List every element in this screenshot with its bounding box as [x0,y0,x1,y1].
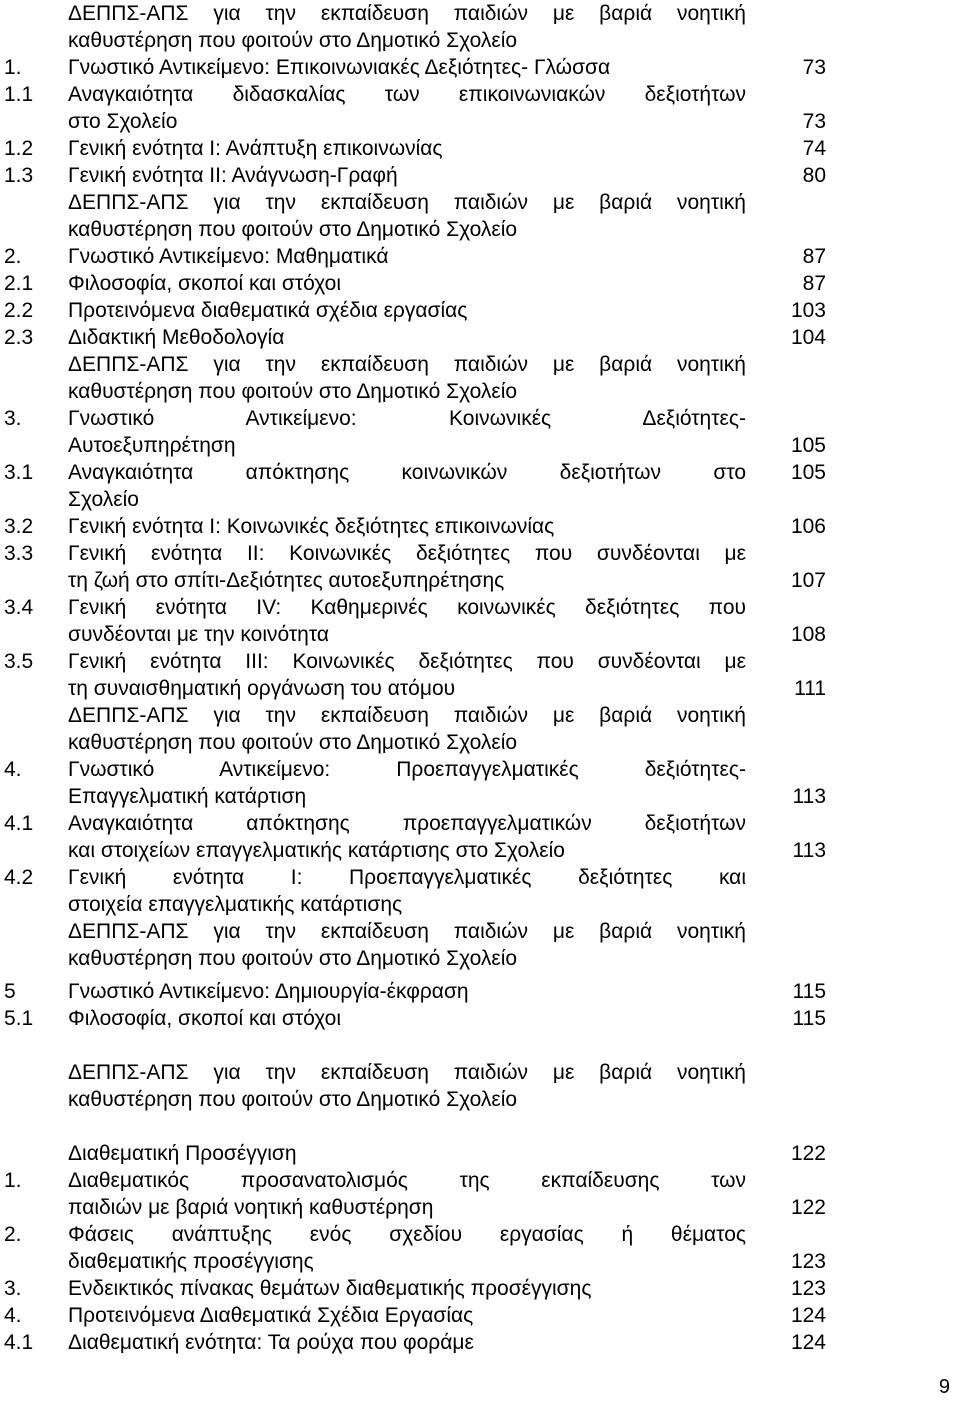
toc-line [0,486,960,513]
toc-entry-page: 73 [802,110,826,133]
toc-entry-title: Γενική ενότητα ΙΙ: Κοινωνικές δεξιότητες που συνδέονται με [68,542,746,565]
toc-entry-page: 87 [802,272,826,295]
toc-entry-number: 2. [4,245,22,268]
toc-line [0,189,960,216]
toc-line [0,1005,960,1032]
toc-entry-number: 4. [4,758,22,781]
toc-line [0,837,960,864]
toc-line [0,783,960,810]
toc-entry-title: ΔΕΠΠΣ-ΑΠΣ για την εκπαίδευση παιδιών με βαριά νοητική [68,704,746,727]
toc-entry-title: τη ζωή στο σπίτι-Δεξιότητες αυτοεξυπηρέτησης [68,569,505,592]
toc-line [0,378,960,405]
toc-entry-title: και στοιχείων επαγγελματικής κατάρτισης στο Σχολείο [68,839,565,862]
toc-entry-number: 3. [4,407,22,430]
toc-entry-title: Ενδεικτικός πίνακας θεμάτων διαθεματικής προσέγγισης [68,1277,592,1300]
toc-entry-number: 4.2 [4,866,34,889]
toc-line [0,810,960,837]
toc-entry-title: Φιλοσοφία, σκοποί και στόχοι [68,272,342,295]
toc-entry-title: στοιχεία επαγγελματικής κατάρτισης [68,893,403,916]
toc-entry-title: Διαθεματική Προσέγγιση [68,1142,297,1165]
toc-entry-page: 87 [802,245,826,268]
toc-entry-title: καθυστέρηση που φοιτούν στο Δημοτικό Σχολείο [68,947,518,970]
toc-entry-number: 5 [4,980,16,1003]
toc-entry-title: Γενική ενότητα Ι: Ανάπτυξη επικοινωνίας [68,137,443,160]
toc-line [0,1248,960,1275]
toc-entry-title: διαθεματικής προσέγγισης [68,1250,314,1273]
toc-entry-title: Αναγκαιότητα απόκτησης κοινωνικών δεξιοτήτων στο [68,461,746,484]
toc-line [0,513,960,540]
toc-entry-title: Φιλοσοφία, σκοποί και στόχοι [68,1007,342,1030]
toc-entry-number: 3.1 [4,461,34,484]
toc-line [0,756,960,783]
toc-entry-title: Γνωστικό Αντικείμενο: Κοινωνικές Δεξιότητες- [68,407,746,430]
toc-entry-number: 3.3 [4,542,34,565]
toc-entry-title: Γενική ενότητα IV: Καθημερινές κοινωνικές δεξιότητες που [68,596,746,619]
toc-entry-page: 73 [802,56,826,79]
toc-entry-number: 1. [4,56,22,79]
toc-line [0,0,960,27]
toc-line [0,27,960,54]
toc-line [0,1275,960,1302]
toc-entry-number: 2.2 [4,299,34,322]
toc-entry-page: 104 [790,326,826,349]
toc-line [0,978,960,1005]
toc-entry-title: ΔΕΠΠΣ-ΑΠΣ για την εκπαίδευση παιδιών με βαριά νοητική [68,2,746,25]
toc-entry-number: 4.1 [4,1331,34,1354]
toc-entry-page: 123 [790,1250,826,1273]
toc-entry-title: Αναγκαιότητα απόκτησης προεπαγγελματικών δεξιοτήτων [68,812,746,835]
toc-entry-title: ΔΕΠΠΣ-ΑΠΣ για την εκπαίδευση παιδιών με βαριά νοητική [68,191,746,214]
toc-entry-title: Γνωστικό Αντικείμενο: Μαθηματικά [68,245,389,268]
toc-line [0,405,960,432]
toc-entry-number: 4. [4,1304,22,1327]
toc-entry-page: 80 [802,164,826,187]
toc-entry-page: 106 [790,515,826,538]
toc-entry-page: 113 [792,839,826,862]
toc-entry-page: 122 [790,1196,826,1219]
toc-entry-page: 103 [790,299,826,322]
toc-line [0,1059,960,1086]
toc-line [0,648,960,675]
toc-entry-title: Γνωστικό Αντικείμενο: Δημιουργία-έκφραση [68,980,469,1003]
toc-line [0,1167,960,1194]
toc-line [0,1194,960,1221]
toc-entry-number: 3.5 [4,650,34,673]
toc-entry-title: Γενική ενότητα ΙΙ: Ανάγνωση-Γραφή [68,164,398,187]
toc-entry-title: καθυστέρηση που φοιτούν στο Δημοτικό Σχολείο [68,380,518,403]
toc-entry-title: παιδιών με βαριά νοητική καθυστέρηση [68,1196,434,1219]
toc-line [0,891,960,918]
toc-entry-title: τη συναισθηματική οργάνωση του ατόμου [68,677,456,700]
toc-entry-number: 3. [4,1277,22,1300]
toc-entry-number: 1.2 [4,137,34,160]
toc-entry-title: Γενική ενότητα Ι: Προεπαγγελματικές δεξιότητες και [68,866,746,889]
toc-entry-number: 1. [4,1169,22,1192]
toc-entry-title: καθυστέρηση που φοιτούν στο Δημοτικό Σχολείο [68,29,518,52]
toc-line [0,162,960,189]
toc-entry-page: 123 [790,1277,826,1300]
toc-line [0,1329,960,1356]
toc-line [0,594,960,621]
toc-entry-title: Σχολείο [68,488,139,511]
toc-entry-title: ΔΕΠΠΣ-ΑΠΣ για την εκπαίδευση παιδιών με βαριά νοητική [68,353,746,376]
toc-entry-number: 3.4 [4,596,34,619]
toc-line [0,351,960,378]
toc-entry-page: 113 [792,785,826,808]
toc-line [0,54,960,81]
toc-entry-title: Γενική ενότητα Ι: Κοινωνικές δεξιότητες επικοινωνίας [68,515,555,538]
toc-entry-title: Διδακτική Μεθοδολογία [68,326,285,349]
toc-entry-title: ΔΕΠΠΣ-ΑΠΣ για την εκπαίδευση παιδιών με βαριά νοητική [68,1061,746,1084]
toc-entry-number: 4.1 [4,812,34,835]
toc-entry-number: 1.1 [4,83,34,106]
toc-entry-number: 3.2 [4,515,34,538]
toc-line [0,675,960,702]
toc-entry-title: καθυστέρηση που φοιτούν στο Δημοτικό Σχολείο [68,731,518,754]
toc-line [0,702,960,729]
toc-line [0,1221,960,1248]
toc-line [0,216,960,243]
toc-line [0,459,960,486]
toc-entry-title: καθυστέρηση που φοιτούν στο Δημοτικό Σχολείο [68,218,518,241]
toc-line [0,297,960,324]
toc-entry-title: ΔΕΠΠΣ-ΑΠΣ για την εκπαίδευση παιδιών με βαριά νοητική [68,920,746,943]
toc-line [0,729,960,756]
toc-entry-page: 124 [790,1304,826,1327]
page-number: 9 [938,1376,950,1398]
toc-line [0,324,960,351]
toc-line [0,1302,960,1329]
toc-entry-title: Φάσεις ανάπτυξης ενός σχεδίου εργασίας ή θέματος [68,1223,746,1246]
toc-entry-page: 107 [790,569,826,592]
toc-entry-page: 105 [790,434,826,457]
toc-entry-title: Επαγγελματική κατάρτιση [68,785,307,808]
toc-line [0,918,960,945]
toc-entry-page: 108 [790,623,826,646]
toc-entry-title: Διαθεματικός προσανατολισμός της εκπαίδευσης των [68,1169,746,1192]
toc-entry-title: Διαθεματική ενότητα: Τα ρούχα που φοράμε [68,1331,474,1354]
toc-entry-title: Αναγκαιότητα διδασκαλίας των επικοινωνιακών δεξιοτήτων [68,83,746,106]
toc-line [0,270,960,297]
toc-line [0,108,960,135]
toc-line [0,567,960,594]
toc-entry-page: 122 [790,1142,826,1165]
toc-line [0,81,960,108]
toc-entry-title: καθυστέρηση που φοιτούν στο Δημοτικό Σχολείο [68,1088,518,1111]
toc-line [0,540,960,567]
toc-entry-number: 5.1 [4,1007,34,1030]
toc-entry-title: Προτεινόμενα διαθεματικά σχέδια εργασίας [68,299,468,322]
toc-entry-page: 115 [792,980,826,1003]
toc-line [0,1140,960,1167]
toc-line [0,1086,960,1113]
toc-entry-title: συνδέονται με την κοινότητα [68,623,330,646]
toc-entry-title: Προτεινόμενα Διαθεματικά Σχέδια Εργασίας [68,1304,474,1327]
toc-entry-page: 105 [790,461,826,484]
toc-entry-page: 124 [790,1331,826,1354]
toc-line [0,135,960,162]
toc-entry-page: 115 [792,1007,826,1030]
toc-line [0,621,960,648]
toc-entry-title: στο Σχολείο [68,110,178,133]
toc-entry-number: 2.3 [4,326,34,349]
toc-line [0,432,960,459]
toc-entry-title: Γνωστικό Αντικείμενο: Επικοινωνιακές Δεξιότητες- Γλώσσα [68,56,611,79]
toc-entry-number: 1.3 [4,164,34,187]
toc-entry-title: Γνωστικό Αντικείμενο: Προεπαγγελματικές δεξιότητες- [68,758,746,781]
toc-line [0,945,960,972]
toc-entry-page: 74 [802,137,826,160]
toc-entry-number: 2.1 [4,272,34,295]
toc-line [0,243,960,270]
toc-entry-page: 111 [794,677,826,700]
toc-entry-title: Γενική ενότητα ΙΙΙ: Κοινωνικές δεξιότητες που συνδέονται με [68,650,746,673]
toc-line [0,864,960,891]
toc-entry-number: 2. [4,1223,22,1246]
toc-entry-title: Αυτοεξυπηρέτηση [68,434,236,457]
